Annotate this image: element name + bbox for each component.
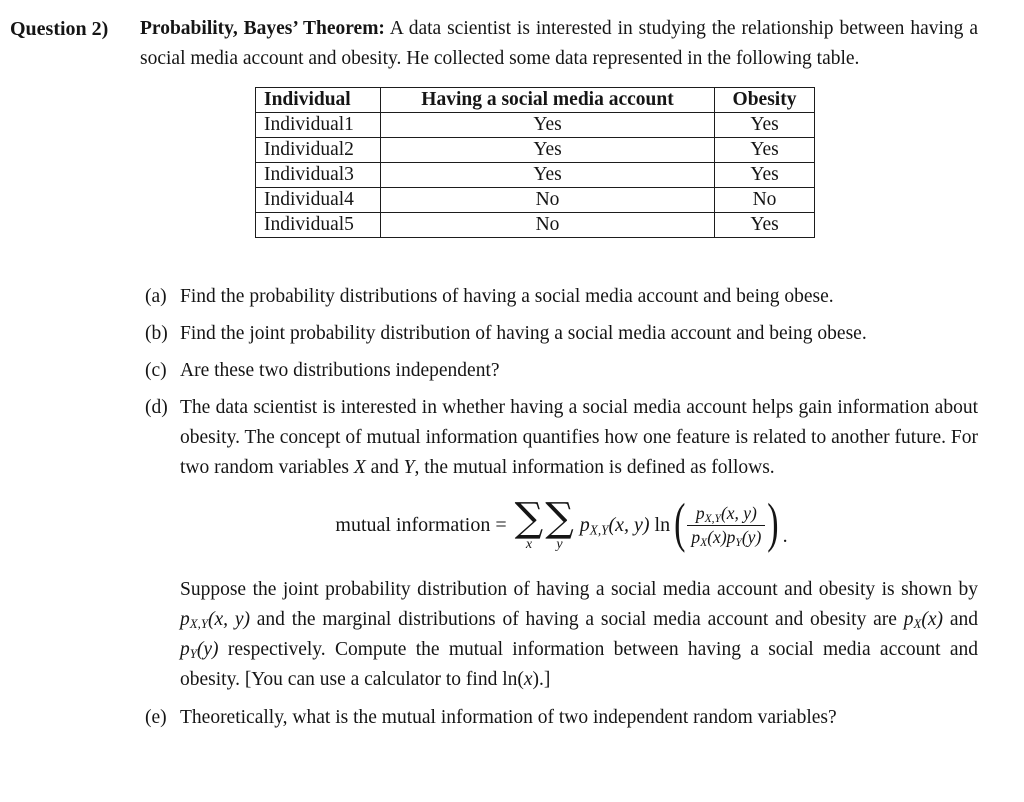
table-row <box>256 113 815 138</box>
math-variable: Y <box>403 457 415 478</box>
summation-index-y: y <box>556 537 563 552</box>
math-variable: p <box>726 526 736 547</box>
math-variable: p <box>180 639 190 660</box>
math-subscript: X <box>700 536 708 549</box>
item-e-text <box>180 703 978 733</box>
math-variable: X <box>353 457 366 478</box>
summation-over-y <box>545 495 574 552</box>
item-e-label: (e) <box>145 707 167 728</box>
text-segment: A data scientist is interested in studying the relationship between having a social media account and obesity. He collected some data represented in the following table. <box>140 18 978 69</box>
table-cell: Individual3 <box>256 163 381 188</box>
table-header-row <box>256 88 815 113</box>
item-d-continuation <box>180 575 978 695</box>
text-segment: and <box>943 609 978 630</box>
math-variable: p <box>903 609 914 630</box>
question-block <box>10 14 978 74</box>
table-body <box>256 113 815 238</box>
table-cell: Yes <box>381 113 715 138</box>
math-variable: p <box>579 513 590 536</box>
table-cell: Individual4 <box>256 188 381 213</box>
data-table <box>255 87 815 238</box>
text-segment: and the marginal distributions of having a social media account and obesity are <box>249 609 904 630</box>
table-cell: Yes <box>715 138 815 163</box>
math-variable: p <box>691 526 701 547</box>
table-cell: Individual2 <box>256 138 381 163</box>
question-intro <box>140 14 978 74</box>
summation-over-x <box>514 495 544 552</box>
table-row <box>256 138 815 163</box>
math-variable: (y) <box>196 639 219 660</box>
item-b-text <box>180 319 978 349</box>
formula-lhs: mutual information = <box>335 513 507 536</box>
table-cell: Yes <box>715 163 815 188</box>
table-cell: Yes <box>381 138 715 163</box>
math-subscript: X <box>913 617 922 632</box>
math-variable: (x) <box>707 526 727 547</box>
text-segment: ).] <box>532 669 551 690</box>
item-d-label: (d) <box>145 397 168 418</box>
mutual-information-formula <box>145 489 978 561</box>
text-segment: Theoretically, what is the mutual information of two independent random variables? <box>180 707 837 728</box>
table-cell: No <box>381 188 715 213</box>
item-c-label: (c) <box>145 360 167 381</box>
math-variable: p <box>180 609 190 630</box>
formula-fraction <box>687 503 765 548</box>
table-header-cell: Obesity <box>715 88 815 113</box>
text-segment: respectively. Compute the mutual information between having a social media account and obesity. [You can use a calculator to find ln( <box>180 639 978 690</box>
table-row <box>256 163 815 188</box>
math-subscript: X,Y <box>589 521 609 537</box>
text-segment: Suppose the joint probability distribution of having a social media account and obesity is shown by <box>180 579 978 600</box>
text-segment: The data scientist is interested in whether having a social media account helps gain information about obesity. The concept of mutual information quantifies how one feature is related to another future. For two random variables <box>180 397 978 478</box>
table-header-cell: Individual <box>256 88 381 113</box>
table-cell: Yes <box>715 113 815 138</box>
table-row <box>256 188 815 213</box>
item-d-text <box>180 393 978 483</box>
text-segment: , the mutual information is defined as follows. <box>414 457 775 478</box>
table-header-cell: Having a social media account <box>381 88 715 113</box>
math-variable: (x) <box>921 609 944 630</box>
open-paren: ( <box>674 494 686 555</box>
math-variable: (x, y) <box>608 513 650 536</box>
math-variable: (x, y) <box>720 502 757 523</box>
math-subscript: X,Y <box>704 512 721 525</box>
math-variable: p <box>695 502 705 523</box>
text-segment: Find the probability distributions of having a social media account and being obese. <box>180 286 834 307</box>
table-row <box>256 213 815 238</box>
text-segment: Find the joint probability distribution of having a social media account and being obese. <box>180 323 867 344</box>
table-cell: Individual5 <box>256 213 381 238</box>
math-subscript: Y <box>735 536 742 549</box>
item-b <box>145 319 978 349</box>
table-cell: Yes <box>715 213 815 238</box>
item-b-label: (b) <box>145 323 168 344</box>
item-a-text <box>180 282 978 312</box>
table-cell: No <box>715 188 815 213</box>
item-d <box>145 393 978 483</box>
formula-period: . <box>782 524 788 547</box>
item-c <box>145 356 978 386</box>
math-variable: (x, y) <box>207 609 250 630</box>
text-segment: Are these two distributions independent? <box>180 360 500 381</box>
close-paren: ) <box>767 494 779 555</box>
fraction-numerator <box>692 503 761 525</box>
item-a-label: (a) <box>145 286 167 307</box>
math-variable: x <box>523 669 533 690</box>
math-variable: (y) <box>741 526 762 547</box>
table-cell: No <box>381 213 715 238</box>
fraction-denominator <box>687 525 765 548</box>
table-cell: Individual1 <box>256 113 381 138</box>
item-e <box>145 703 978 733</box>
math-subscript: Y <box>189 647 197 662</box>
text-segment: ln <box>649 513 671 536</box>
text-segment: Probability, Bayes’ Theorem: <box>140 18 385 39</box>
question-label: Question 2) <box>10 18 109 40</box>
item-a <box>145 282 978 312</box>
formula-joint-term <box>580 514 670 537</box>
item-c-text <box>180 356 978 386</box>
text-segment: and <box>365 457 404 478</box>
summation-index-x: x <box>525 537 533 552</box>
sigma-symbol: ∑ <box>545 495 574 541</box>
math-subscript: X,Y <box>189 617 208 632</box>
table-cell: Yes <box>381 163 715 188</box>
sigma-symbol: ∑ <box>514 495 544 541</box>
